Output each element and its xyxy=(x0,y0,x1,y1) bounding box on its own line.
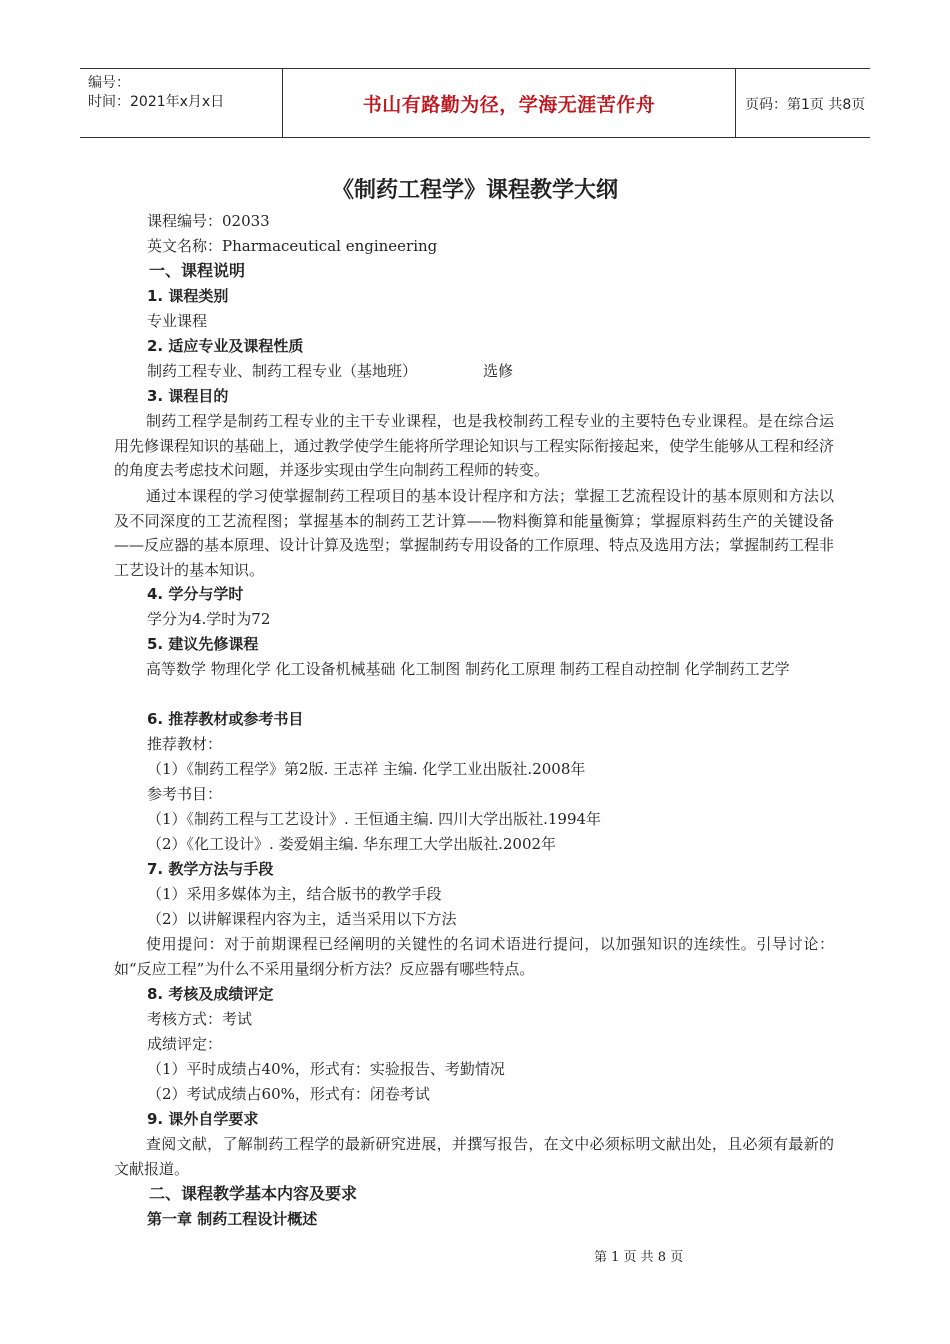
grading-item-1: （1）平时成绩占40%，形式有：实验报告、考勤情况 xyxy=(147,1060,505,1078)
textbook-item-1: （1）《制药工程学》第2版. 王志祥 主编. 化学工业出版社.2008年 xyxy=(147,760,586,778)
method-item-2: （2）以讲解课程内容为主，适当采用以下方法 xyxy=(147,910,457,928)
purpose-paragraph-2: 通过本课程的学习使掌握制药工程项目的基本设计程序和方法；掌握工艺流程设计的基本原则和方法以及不同深度的工艺流程图；掌握基本的制药工艺计算——物料衡算和能量衡算；掌握原料药生产的关键设备——反应器的基本原理、设计计算及选型；掌握制药专用设备的工作原理、特点及选用方法；掌握制药工程非工艺设计的基本知识。 xyxy=(114,487,835,579)
chapter-heading-1: 第一章 制药工程设计概述 xyxy=(147,1210,318,1228)
time-line: 时间：2021年x月x日 xyxy=(88,94,225,110)
english-name: 英文名称：Pharmaceutical engineering xyxy=(147,237,438,255)
subheading-assessment: 8. 考核及成绩评定 xyxy=(147,985,274,1003)
subheading-credits: 4. 学分与学时 xyxy=(147,585,244,603)
majors-text: 制药工程专业、制药工程专业（基地班） xyxy=(147,362,418,380)
number-label: 编号： xyxy=(88,75,130,91)
document-title: 《制药工程学》课程教学大纲 xyxy=(331,178,618,203)
page-footer: 第 1 页 共 8 页 xyxy=(594,1250,684,1265)
course-nature-text: 选修 xyxy=(483,362,514,380)
header-left-cell xyxy=(80,69,282,137)
assessment-mode: 考核方式：考试 xyxy=(147,1010,253,1028)
header-center-cell xyxy=(282,69,736,137)
self-study-paragraph: 查阅文献，了解制药工程学的最新研究进展，并撰写报告，在文中必须标明文献出处，且必须有最新的文献报道。 xyxy=(114,1135,834,1178)
subheading-purpose: 3. 课程目的 xyxy=(147,387,229,405)
header-motto: 书山有路勤为径，学海无涯苦作舟 xyxy=(362,94,656,116)
reference-item-2: （2）《化工设计》. 娄爱娟主编. 华东理工大学出版社.2002年 xyxy=(147,835,557,853)
subheading-methods: 7. 教学方法与手段 xyxy=(147,860,274,878)
reference-label: 参考书目： xyxy=(147,785,223,803)
subheading-course-type: 1. 课程类别 xyxy=(147,287,229,305)
course-type-text: 专业课程 xyxy=(147,312,208,330)
methods-paragraph: 使用提问：对于前期课程已经阐明的关键性的名词术语进行提问，以加强知识的连续性。引导讨论：如“反应工程”为什么不采用量纲分析方法？反应器有哪些特点。 xyxy=(114,935,834,978)
section-heading-2: 二、课程教学基本内容及要求 xyxy=(149,1184,358,1203)
header-right-cell xyxy=(735,69,870,137)
subheading-majors: 2. 适应专业及课程性质 xyxy=(147,337,304,355)
subheading-prerequisites: 5. 建议先修课程 xyxy=(147,635,259,653)
prerequisites-text: 高等数学 物理化学 化工设备机械基础 化工制图 制药化工原理 制药工程自动控制 化学制药工艺学 xyxy=(146,660,790,678)
reference-item-1: （1）《制药工程与工艺设计》. 王恒通主编. 四川大学出版社.1994年 xyxy=(147,810,602,828)
course-code: 课程编号：02033 xyxy=(147,212,270,230)
grading-label: 成绩评定： xyxy=(147,1035,223,1053)
subheading-self-study: 9. 课外自学要求 xyxy=(147,1110,259,1128)
section-heading-1: 一、课程说明 xyxy=(149,261,246,280)
method-item-1: （1）采用多媒体为主，结合版书的教学手段 xyxy=(147,885,442,903)
textbook-label: 推荐教材： xyxy=(147,735,223,753)
purpose-paragraph-1: 制药工程学是制药工程专业的主干专业课程，也是我校制药工程专业的主要特色专业课程。是在综合运用先修课程知识的基础上，通过教学使学生能将所学理论知识与工程实际衔接起来，使学生能够从工程和经济的角度去考虑技术问题，并逐步实现由学生向制药工程师的转变。 xyxy=(114,412,835,480)
document-header xyxy=(80,68,870,138)
page-info: 页码：第1页 共8页 xyxy=(745,97,866,113)
grading-item-2: （2）考试成绩占60%，形式有：闭卷考试 xyxy=(147,1085,430,1103)
subheading-textbooks: 6. 推荐教材或参考书目 xyxy=(147,710,304,728)
credits-text: 学分为4.学时为72 xyxy=(147,610,271,628)
